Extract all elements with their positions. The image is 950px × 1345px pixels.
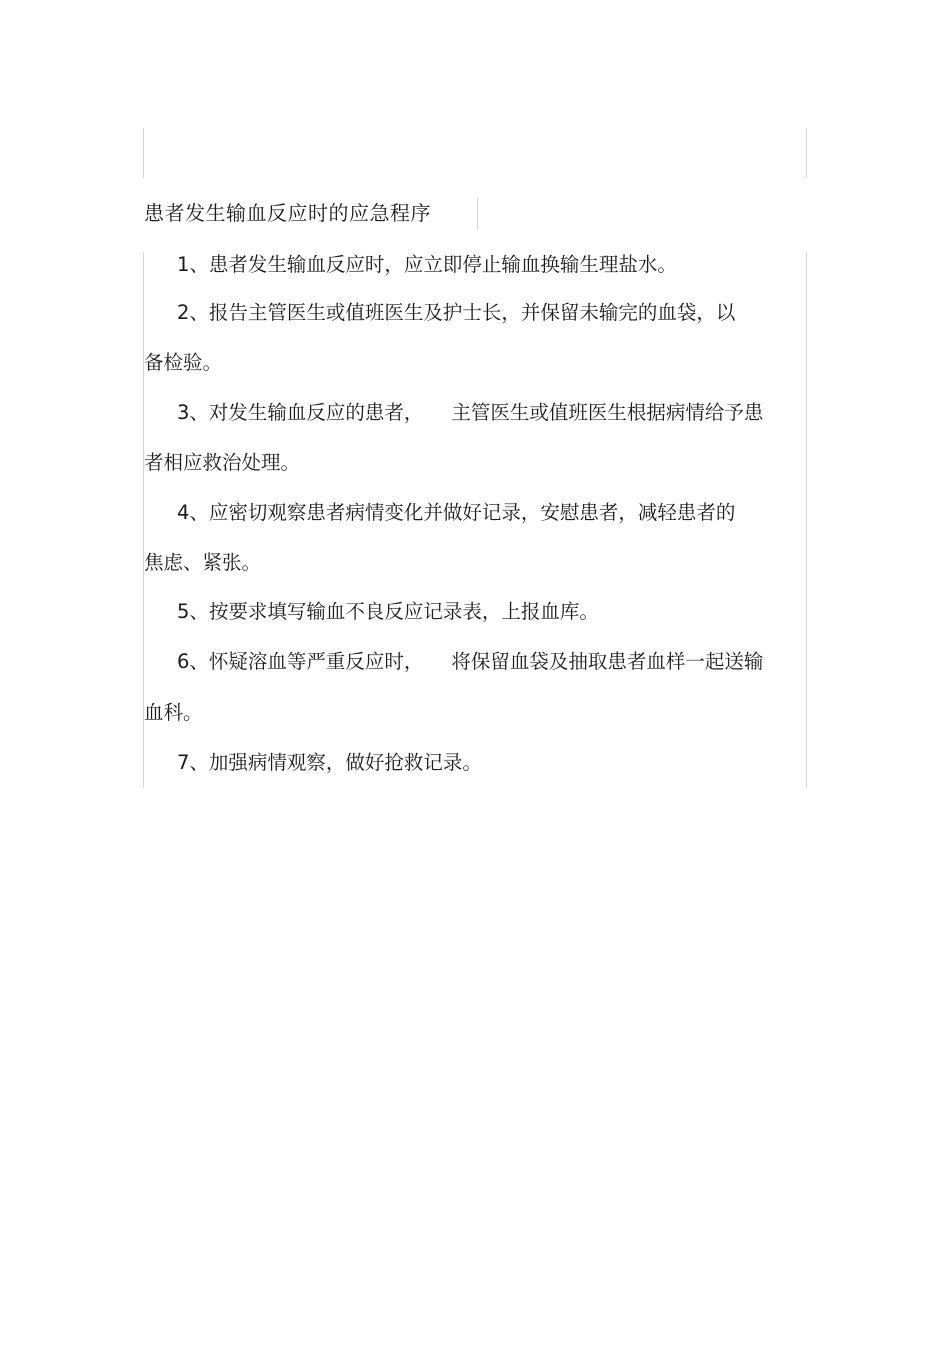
- list-item-4-continuation: 焦虑、紧张。: [144, 551, 262, 574]
- list-item-5: 5、按要求填写输血不良反应记录表，上报血库。: [177, 600, 599, 623]
- list-item-3-part-b: 主管医生或值班医生根据病情给予患: [451, 401, 764, 424]
- list-item-1: 1、患者发生输血反应时，应立即停止输血换输生理盐水。: [177, 253, 677, 276]
- list-item-4: 4、应密切观察患者病情变化并做好记录，安慰患者，减轻患者的: [177, 501, 736, 524]
- title-end-rule: [477, 198, 478, 230]
- list-item-6-part-b: 将保留血袋及抽取患者血样一起送输: [451, 650, 764, 673]
- list-item-6-continuation: 血科。: [144, 701, 203, 724]
- list-item-3: [177, 399, 763, 427]
- list-item-6-part-a: 6、怀疑溶血等严重反应时，: [177, 650, 424, 673]
- list-item-2-continuation: 备检验。: [144, 351, 223, 374]
- right-margin-rule-top: [806, 128, 807, 178]
- list-item-7: 7、加强病情观察，做好抢救记录。: [177, 751, 482, 774]
- list-item-6: [177, 648, 763, 676]
- list-item-3-part-a: 3、对发生输血反应的患者，: [177, 401, 424, 424]
- right-margin-rule-body: [806, 252, 807, 788]
- page-title: 患者发生输血反应时的应急程序: [144, 201, 431, 225]
- list-item-2: 2、报告主管医生或值班医生及护士长，并保留未输完的血袋，以: [177, 301, 736, 324]
- list-item-3-continuation: 者相应救治处理。: [144, 451, 301, 474]
- left-margin-rule-top: [143, 128, 144, 178]
